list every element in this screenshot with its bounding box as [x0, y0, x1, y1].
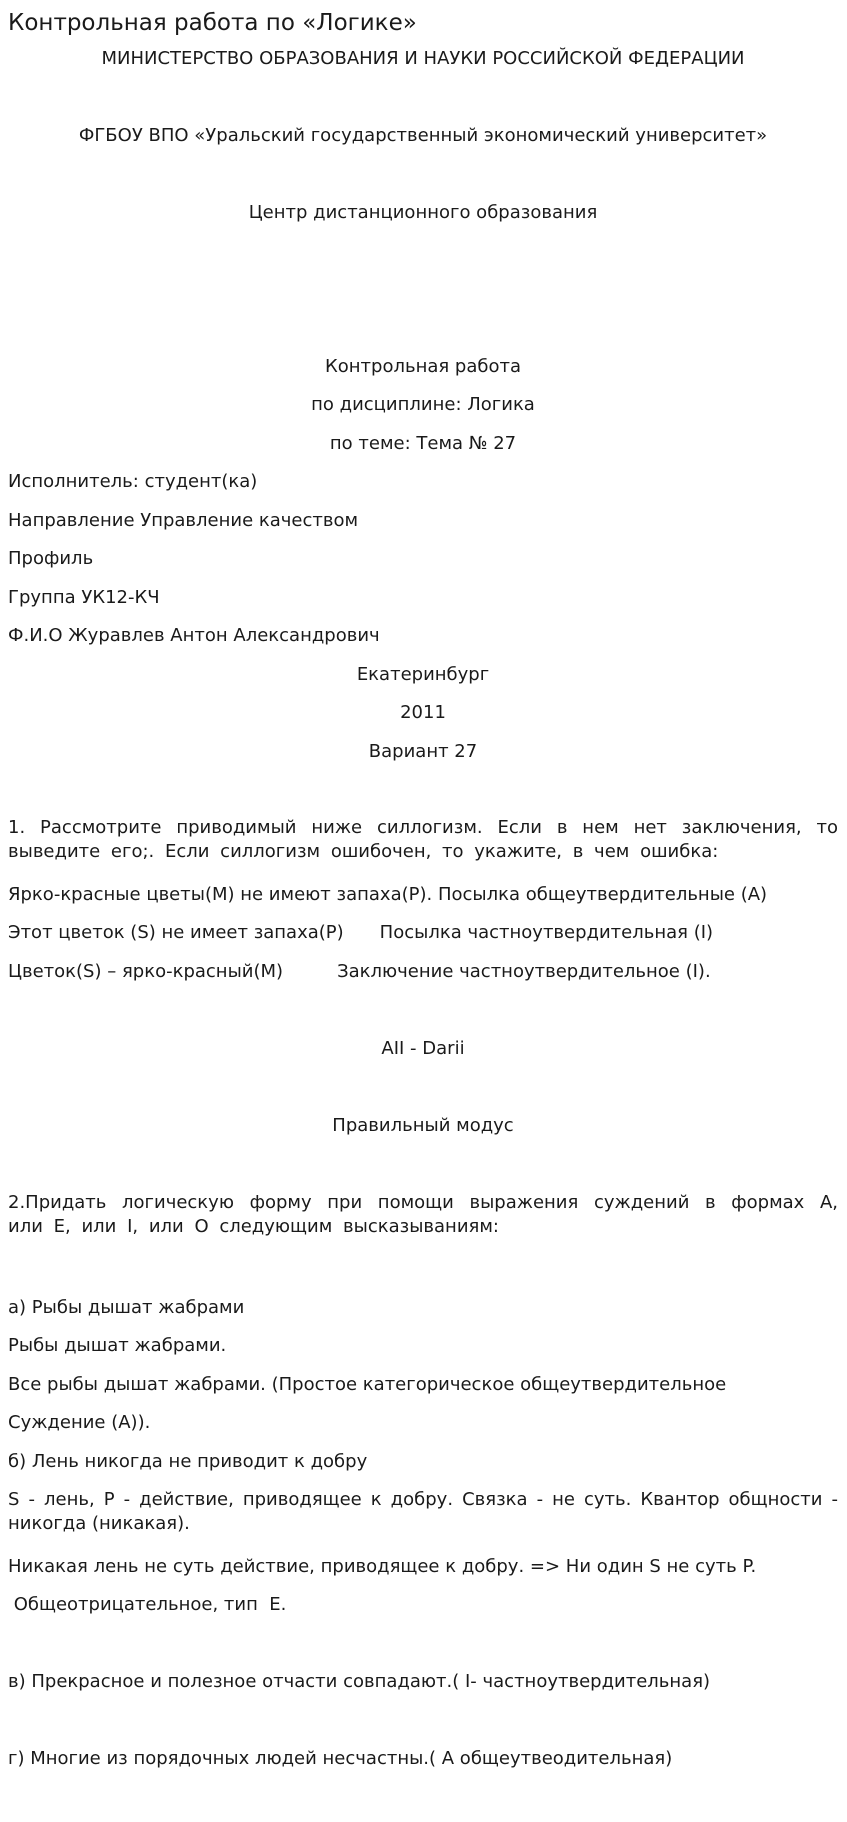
- task2-a-line3: Суждение (А)).: [8, 1412, 151, 1433]
- topic-line: по теме: Тема № 27: [329, 433, 517, 454]
- task1-verdict: Правильный модус: [332, 1115, 514, 1136]
- task1-premise2-type: Посылка частноутвердительная (I): [379, 922, 714, 943]
- task2-a-title: а) Рыбы дышат жабрами: [8, 1297, 245, 1318]
- city-line: Екатеринбург: [356, 664, 490, 685]
- direction-line: Направление Управление качеством: [8, 510, 359, 531]
- task1-conclusion-text: Цветок(S) – ярко-красный(М): [8, 961, 284, 982]
- task2-a-line1: Рыбы дышат жабрами.: [8, 1335, 227, 1356]
- discipline-line: по дисциплине: Логика: [311, 394, 535, 415]
- profile-line: Профиль: [8, 548, 94, 569]
- task2-c-title: в) Прекрасное и полезное отчасти совпадают.( I- частноутвердительная): [8, 1671, 711, 1692]
- task1-conclusion-type: Заключение частноутвердительное (I).: [337, 961, 711, 982]
- task1-premise2-text: Этот цветок (S) не имеет запаха(Р): [8, 922, 344, 943]
- work-title: Контрольная работа: [324, 356, 522, 377]
- task1-figure: AII - Darii: [381, 1038, 465, 1059]
- group-line: Группа УК12-КЧ: [8, 587, 160, 608]
- document-title: Контрольная работа по «Логике»: [8, 10, 417, 36]
- task1-premise2: [8, 921, 713, 945]
- task1-premise1: Ярко-красные цветы(М) не имеют запаха(Р). Посылка общеутвердительные (А): [8, 884, 768, 905]
- task1-question: 1. Рассмотрите приводимый ниже силлогизм. Если в нем нет заключения, то выведите его;. Если силлогизм ошибочен, то укажите, в чем ошибка:: [8, 817, 838, 862]
- task1-conclusion: [8, 960, 711, 984]
- task2-b-line2: Никакая лень не суть действие, приводящее к добру. => Ни один S не суть P.: [8, 1556, 757, 1577]
- task2-b-title: б) Лень никогда не приводит к добру: [8, 1451, 368, 1472]
- center-heading: Центр дистанционного образования: [248, 202, 598, 223]
- variant-line: Вариант 27: [368, 741, 478, 762]
- task2-b-line3: Общеотрицательное, тип Е.: [8, 1594, 287, 1615]
- fio-line: Ф.И.О Журавлев Антон Александрович: [8, 625, 380, 646]
- task2-b-line1: S - лень, P - действие, приводящее к добру. Связка - не суть. Квантор общности - никогда (никакая).: [8, 1489, 838, 1534]
- task2-d-title: г) Многие из порядочных людей несчастны.( А общеутвеодительная): [8, 1748, 673, 1769]
- task2-question: 2.Придать логическую форму при помощи выражения суждений в формах А, или Е, или I, или О следующим высказываниям:: [8, 1192, 838, 1237]
- year-line: 2011: [400, 702, 446, 723]
- executor-line: Исполнитель: студент(ка): [8, 471, 258, 492]
- university-heading: ФГБОУ ВПО «Уральский государственный экономический университет»: [78, 125, 768, 146]
- ministry-heading: МИНИСТЕРСТВО ОБРАЗОВАНИЯ И НАУКИ РОССИЙСКОЙ ФЕДЕРАЦИИ: [101, 48, 745, 69]
- task2-a-line2: Все рыбы дышат жабрами. (Простое категорическое общеутвердительное: [8, 1374, 727, 1395]
